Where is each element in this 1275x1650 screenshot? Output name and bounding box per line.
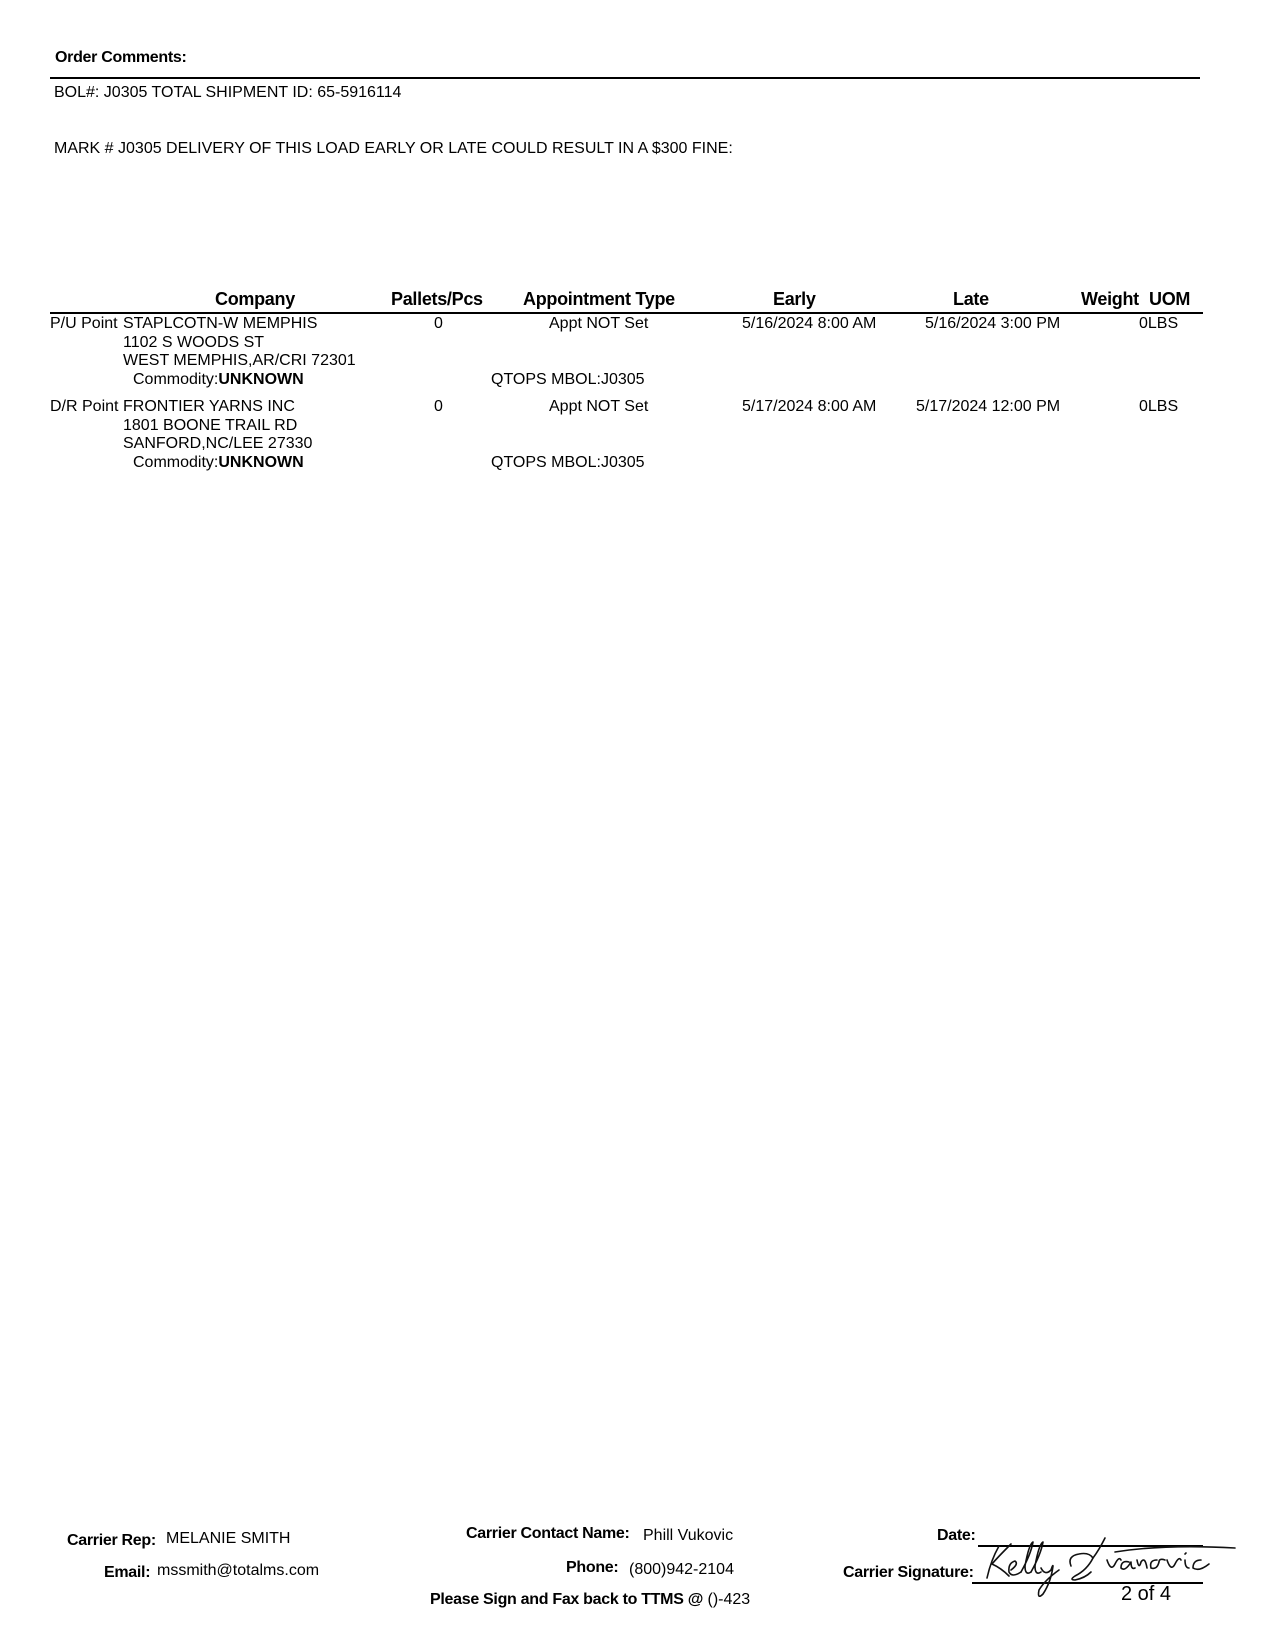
fax-number: ()-423 [707, 1591, 751, 1608]
stop-early-time: 5/16/2024 8:00 AM [742, 315, 877, 332]
stop-commodity [133, 371, 304, 389]
commodity-value: UNKNOWN [218, 371, 304, 388]
email-label: Email: [104, 1564, 151, 1581]
carrier-rep-label: Carrier Rep: [67, 1532, 156, 1549]
carrier-signature-label: Carrier Signature: [843, 1564, 974, 1581]
fax-instruction [430, 1591, 750, 1609]
commodity-value: UNKNOWN [218, 454, 304, 471]
email-value: mssmith@totalms.com [157, 1562, 320, 1579]
order-comments-title: Order Comments: [55, 49, 187, 66]
col-header-company: Company [215, 289, 295, 309]
table-header-divider [50, 312, 1203, 314]
bol-line: BOL#: J0305 TOTAL SHIPMENT ID: 65-5916114 [54, 84, 402, 101]
phone-value: (800)942-2104 [629, 1561, 734, 1578]
stop-company: STAPLCOTN-W MEMPHIS [123, 315, 318, 332]
stop-address-line1: 1102 S WOODS ST [123, 334, 265, 351]
stop-appointment-type: Appt NOT Set [549, 398, 649, 415]
stop-commodity [133, 454, 304, 472]
delivery-warning: MARK # J0305 DELIVERY OF THIS LOAD EARLY OR LATE COULD RESULT IN A $300 FINE: [54, 140, 733, 157]
order-comments-divider [50, 77, 1200, 79]
carrier-rep-value: MELANIE SMITH [166, 1530, 291, 1547]
col-header-weight: Weight [1081, 289, 1139, 309]
stop-early-time: 5/17/2024 8:00 AM [742, 398, 877, 415]
stop-company: FRONTIER YARNS INC [123, 398, 295, 415]
col-header-pallets: Pallets/Pcs [391, 289, 483, 309]
stop-address-line2: WEST MEMPHIS,AR/CRI 72301 [123, 352, 356, 369]
stop-reference: QTOPS MBOL:J0305 [491, 371, 645, 388]
col-header-early: Early [773, 289, 816, 309]
stop-pallets: 0 [434, 398, 443, 415]
col-header-late: Late [953, 289, 989, 309]
commodity-label: Commodity: [133, 454, 219, 471]
col-header-appointment: Appointment Type [523, 289, 675, 309]
carrier-contact-name-label: Carrier Contact Name: [466, 1525, 630, 1542]
stop-address-line1: 1801 BOONE TRAIL RD [123, 417, 298, 434]
col-header-uom: UOM [1149, 289, 1191, 309]
stop-address-line2: SANFORD,NC/LEE 27330 [123, 435, 313, 452]
carrier-contact-name-value: Phill Vukovic [643, 1527, 734, 1544]
fax-label: Please Sign and Fax back to TTMS @ [430, 1591, 704, 1608]
commodity-label: Commodity: [133, 371, 219, 388]
stop-weight: 0LBS [1139, 315, 1179, 332]
stop-weight: 0LBS [1139, 398, 1179, 415]
stop-point-type: P/U Point [50, 315, 118, 332]
stop-late-time: 5/16/2024 3:00 PM [925, 315, 1061, 332]
date-label: Date: [937, 1527, 976, 1544]
phone-label: Phone: [566, 1559, 619, 1576]
page-number: 2 of 4 [1121, 1583, 1172, 1605]
stop-late-time: 5/17/2024 12:00 PM [916, 398, 1061, 415]
handwritten-signature [975, 1530, 1240, 1605]
stop-point-type: D/R Point [50, 398, 119, 415]
stop-reference: QTOPS MBOL:J0305 [491, 454, 645, 471]
stop-pallets: 0 [434, 315, 443, 332]
stop-appointment-type: Appt NOT Set [549, 315, 649, 332]
